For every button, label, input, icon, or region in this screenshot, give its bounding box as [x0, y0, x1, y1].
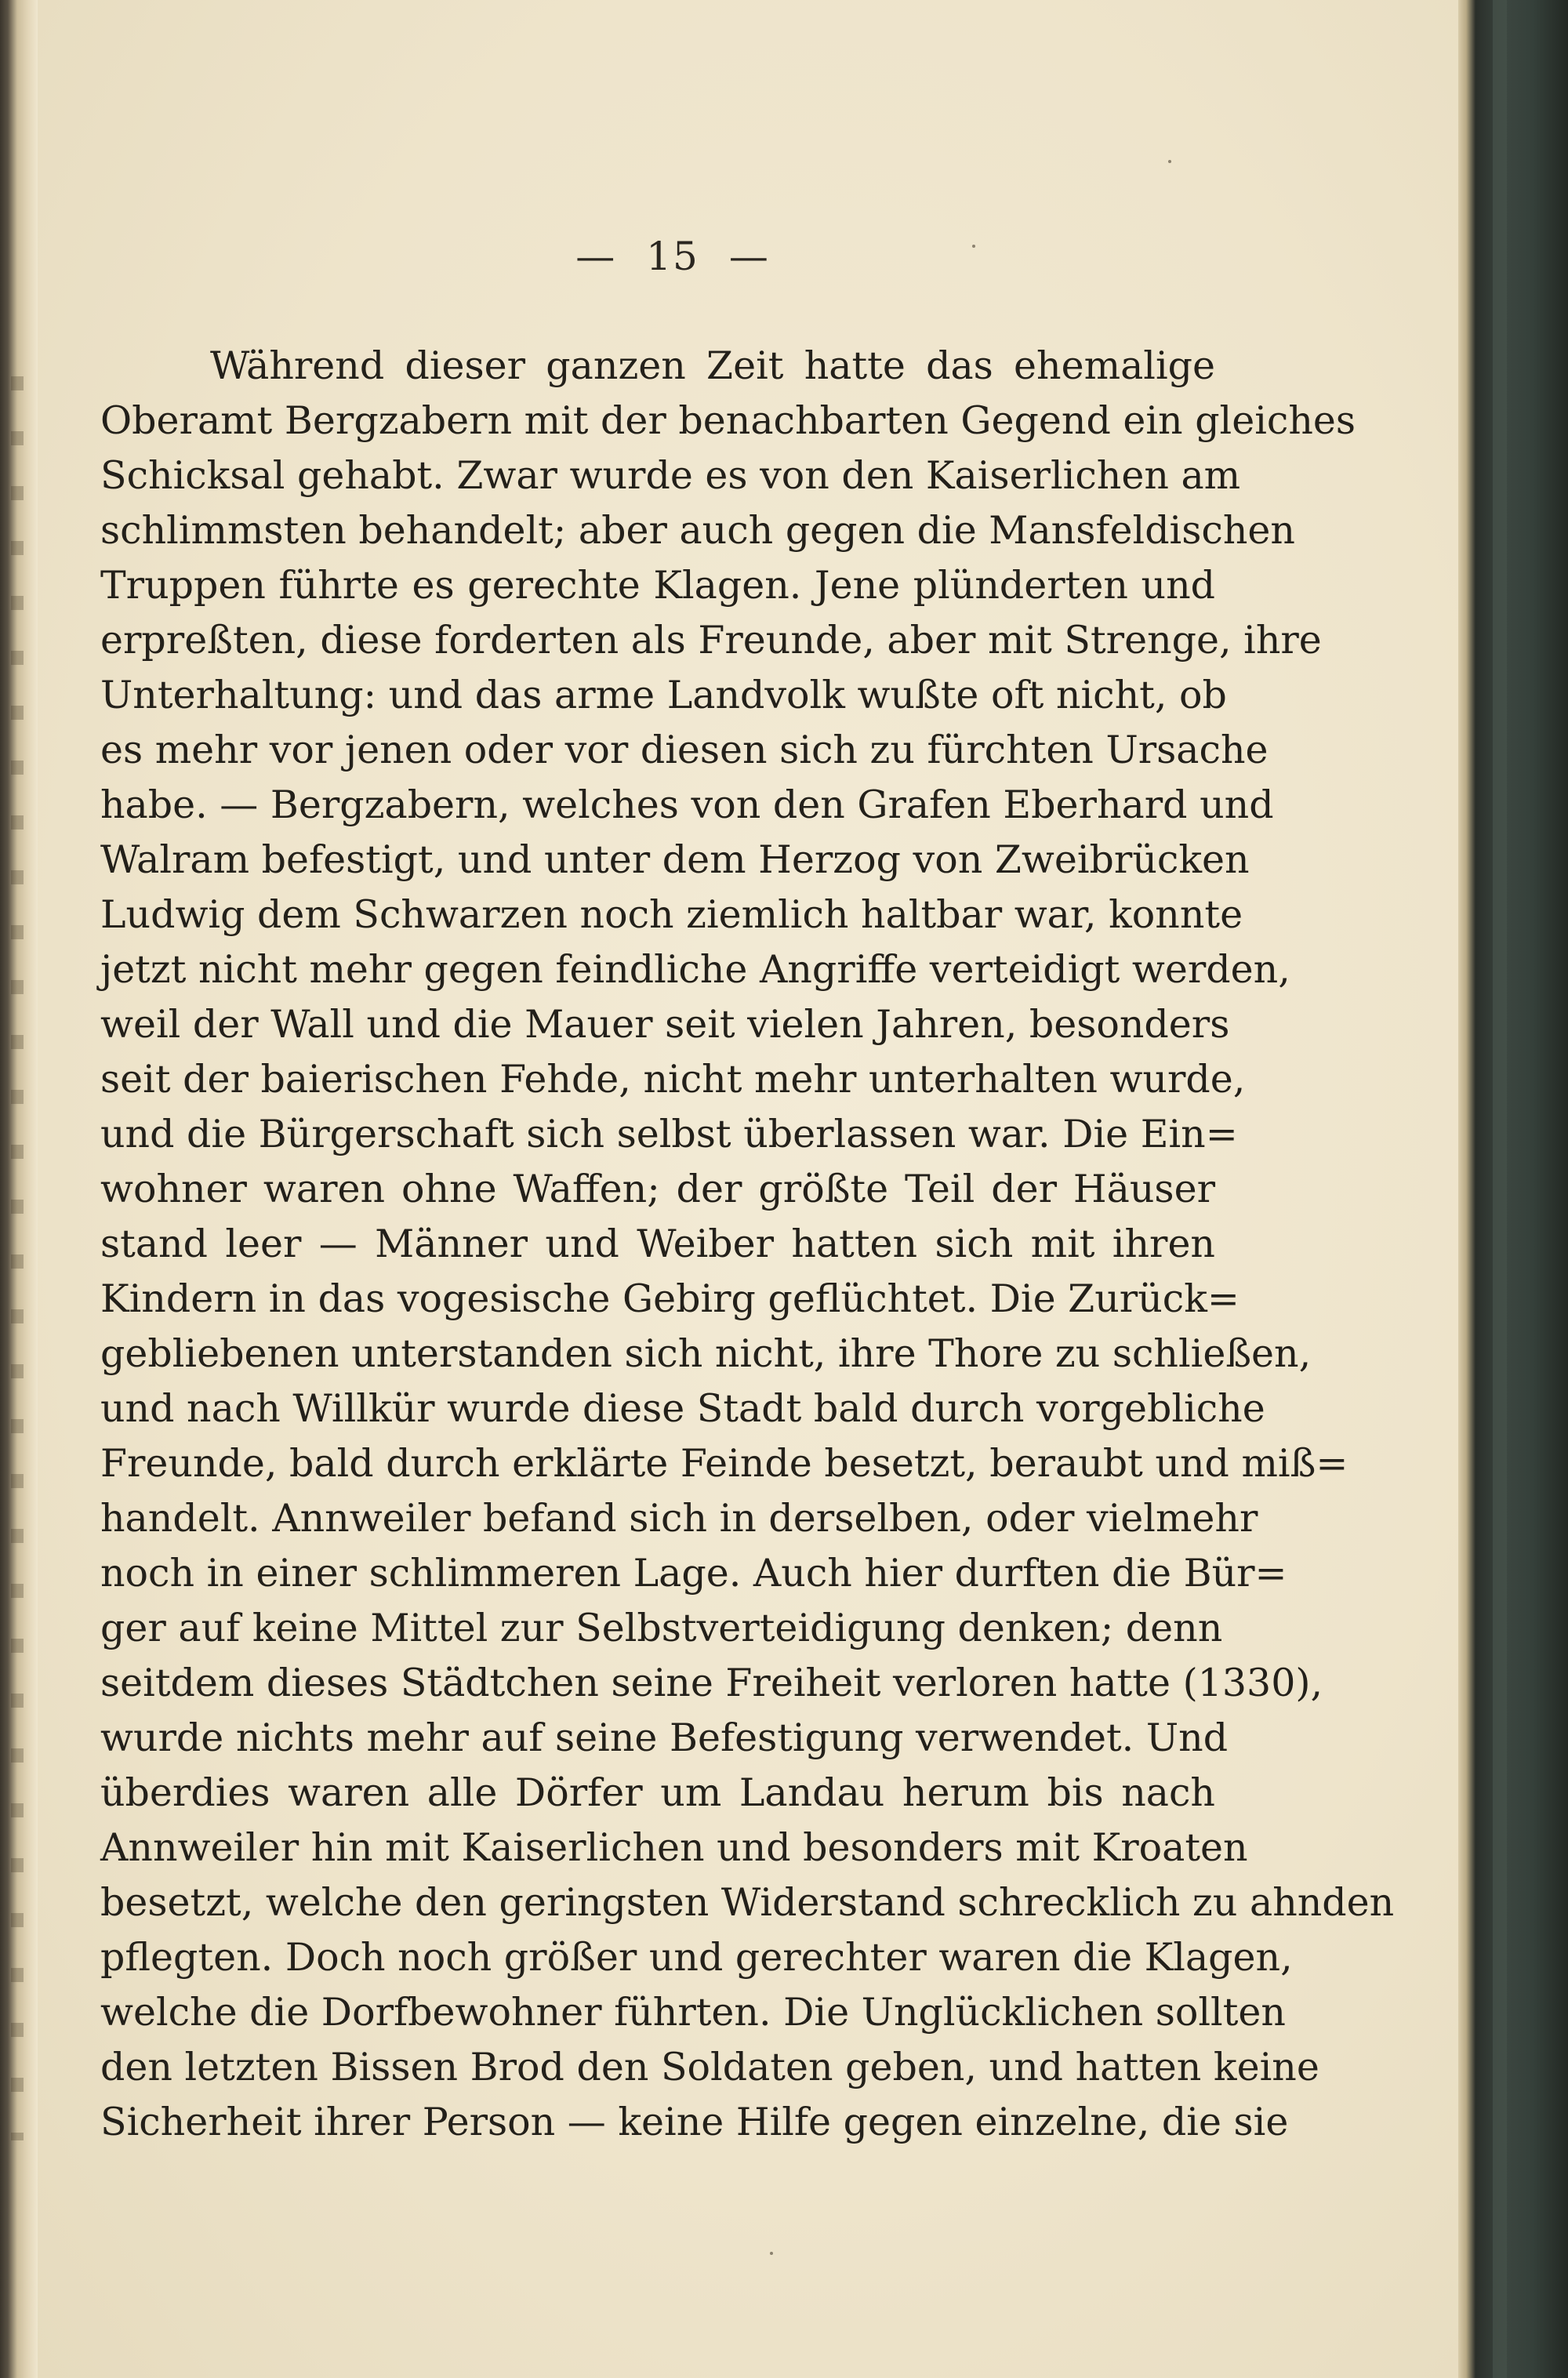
- text-line: Oberamt Bergzabern mit der benachbarten Gegend ein gleiches: [100, 398, 1356, 443]
- body-text: [100, 339, 1395, 2150]
- text-line: handelt. Annweiler befand sich in derselben, oder vielmehr: [100, 1496, 1258, 1541]
- text-line: Walram befestigt, und unter dem Herzog von Zweibrücken: [100, 837, 1250, 882]
- text-line: und nach Willkür wurde diese Stadt bald durch vorgebliche: [100, 1386, 1265, 1431]
- page-number: 15: [646, 234, 699, 279]
- page-number-header: [477, 234, 869, 279]
- text-line: seitdem dieses Städtchen seine Freiheit verloren hatte (1330),: [100, 1661, 1323, 1705]
- text-line: überdies waren alle Dörfer um Landau herum bis nach: [100, 1770, 1215, 1815]
- text-line: Annweiler hin mit Kaiserlichen und besonders mit Kroaten: [100, 1825, 1248, 1870]
- header-dash-right: —: [728, 234, 770, 279]
- text-line: pflegten. Doch noch größer und gerechter waren die Klagen,: [100, 1935, 1293, 1980]
- text-line: Kindern in das vogesische Gebirg geflüchtet. Die Zurück=: [100, 1276, 1240, 1321]
- text-line: habe. — Bergzabern, welches von den Grafen Eberhard und: [100, 782, 1274, 827]
- text-line: noch in einer schlimmeren Lage. Auch hier durften die Bür=: [100, 1551, 1287, 1596]
- text-line: Sicherheit ihrer Person — keine Hilfe gegen einzelne, die sie: [100, 2100, 1289, 2144]
- text-line: Ludwig dem Schwarzen noch ziemlich haltbar war, konnte: [100, 892, 1243, 937]
- text-line: erpreßten, diese forderten als Freunde, aber mit Strenge, ihre: [100, 618, 1322, 663]
- text-line: stand leer — Männer und Weiber hatten sich mit ihren: [100, 1222, 1215, 1266]
- text-line: Unterhaltung: und das arme Landvolk wußte oft nicht, ob: [100, 673, 1227, 717]
- text-line: Truppen führte es gerechte Klagen. Jene plünderten und: [100, 563, 1215, 608]
- text-line: es mehr vor jenen oder vor diesen sich zu fürchten Ursache: [100, 728, 1269, 772]
- paper-fleck: [770, 2252, 773, 2255]
- text-line: weil der Wall und die Mauer seit vielen Jahren, besonders: [100, 1002, 1230, 1047]
- text-line: jetzt nicht mehr gegen feindliche Angriffe verteidigt werden,: [100, 947, 1290, 992]
- cover-stripe: [1493, 0, 1507, 2378]
- text-line: Freunde, bald durch erklärte Feinde besetzt, beraubt und miß=: [100, 1441, 1348, 1486]
- text-line: gebliebenen unterstanden sich nicht, ihre Thore zu schließen,: [100, 1331, 1312, 1376]
- text-line: welche die Dorfbewohner führten. Die Unglücklichen sollten: [100, 1990, 1286, 2035]
- paper-fleck: [972, 245, 975, 248]
- text-line: schlimmsten behandelt; aber auch gegen die Mansfeldischen: [100, 508, 1295, 553]
- book-page: [38, 0, 1458, 2378]
- page-gutter: [0, 0, 38, 2378]
- text-line: wohner waren ohne Waffen; der größte Teil der Häuser: [100, 1167, 1215, 1211]
- text-line: ger auf keine Mittel zur Selbstverteidigung denken; denn: [100, 1606, 1223, 1650]
- text-line: Schicksal gehabt. Zwar wurde es von den Kaiserlichen am: [100, 453, 1241, 498]
- book-cover-edge: [1458, 0, 1568, 2378]
- text-line: den letzten Bissen Brod den Soldaten geben, und hatten keine: [100, 2045, 1319, 2089]
- text-line: Während dieser ganzen Zeit hatte das ehemalige: [210, 343, 1215, 388]
- text-line: wurde nichts mehr auf seine Befestigung verwendet. Und: [100, 1715, 1229, 1760]
- header-dash-left: —: [575, 234, 617, 279]
- text-line: seit der baierischen Fehde, nicht mehr unterhalten wurde,: [100, 1057, 1246, 1102]
- paper-fleck: [1168, 160, 1171, 163]
- facing-page-edge: [11, 376, 24, 2140]
- text-line: und die Bürgerschaft sich selbst überlassen war. Die Ein=: [100, 1112, 1238, 1156]
- text-line: besetzt, welche den geringsten Widerstand schrecklich zu ahnden: [100, 1880, 1395, 1925]
